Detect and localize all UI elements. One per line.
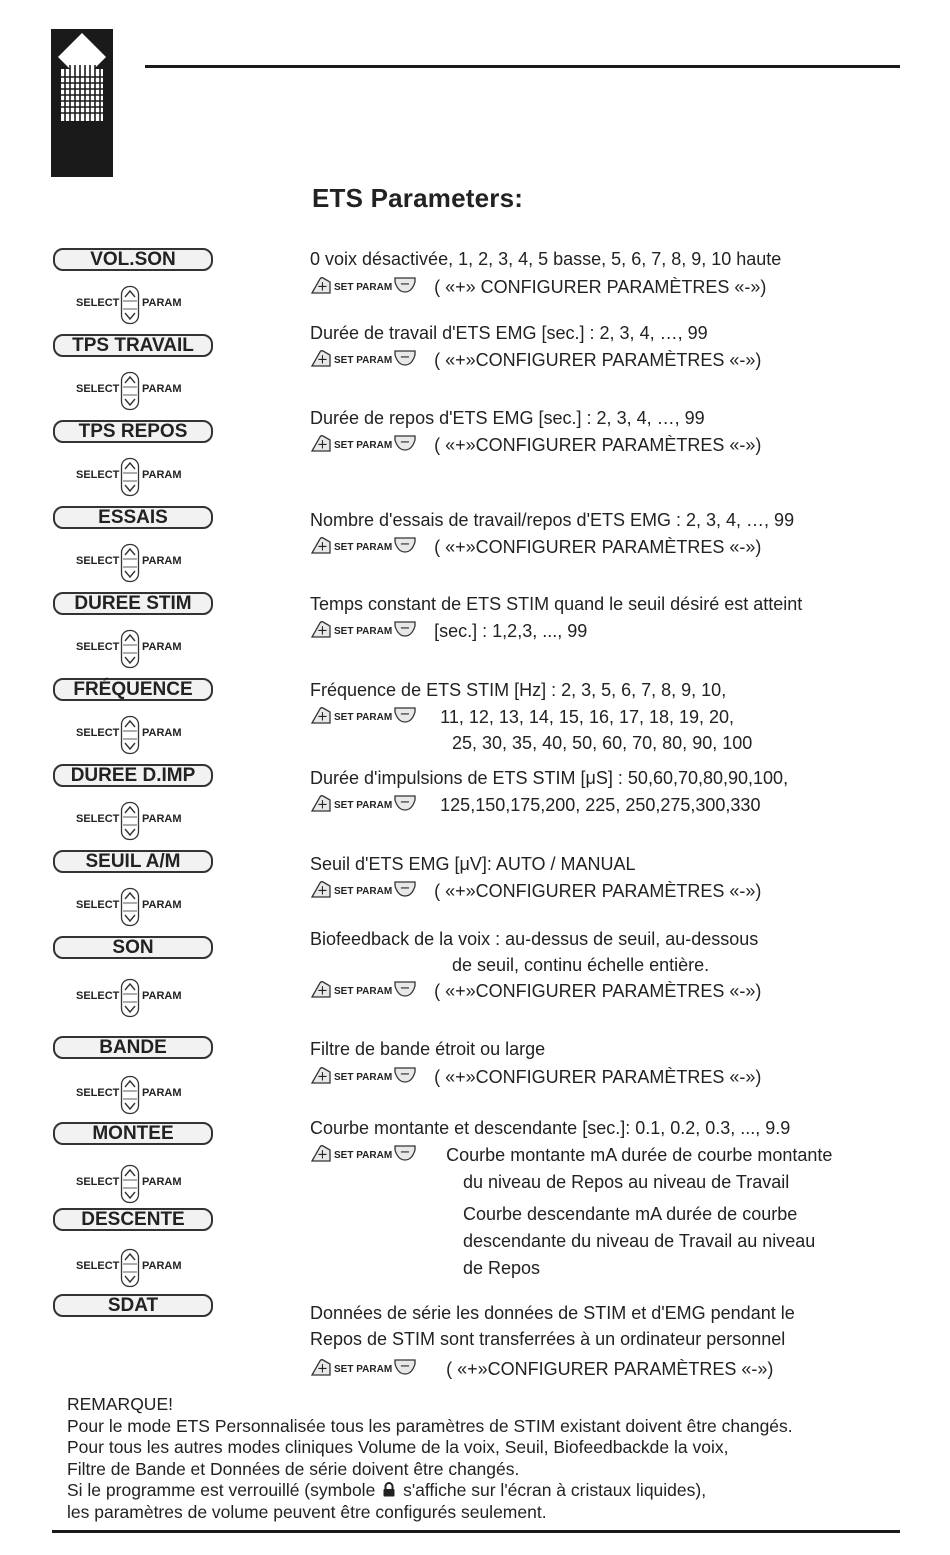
set-param-row: [310, 794, 760, 816]
set-param-row: [310, 980, 761, 1002]
svg-text:+: +: [317, 1069, 328, 1084]
set-param-row: [310, 880, 761, 902]
up-down-selector-icon[interactable]: [120, 543, 140, 588]
select-label: SELECT: [76, 899, 120, 911]
up-down-selector-icon[interactable]: [120, 715, 140, 760]
plus-button-icon[interactable]: [310, 620, 332, 643]
param-description-continued: descendante du niveau de Travail au niveau: [463, 1231, 816, 1251]
param-description-continued: du niveau de Repos au niveau de Travail: [463, 1172, 790, 1192]
svg-text:+: +: [317, 352, 328, 367]
select-label: SELECT: [76, 990, 120, 1002]
up-down-selector-icon[interactable]: [120, 978, 140, 1023]
plus-button-icon[interactable]: [310, 706, 332, 729]
svg-text:−: −: [399, 981, 411, 996]
select-label: SELECT: [76, 813, 120, 825]
plus-button-icon[interactable]: [310, 536, 332, 559]
remark-block: [67, 1394, 793, 1524]
param-label: PARAM: [142, 297, 182, 309]
param-sdat-label: SDAT: [53, 1294, 213, 1317]
minus-button-icon[interactable]: [394, 794, 416, 817]
set-param-label: SET PARAM: [334, 355, 393, 366]
minus-button-icon[interactable]: [394, 349, 416, 372]
param-description: Durée de repos d'ETS EMG [sec.] : 2, 3, 4, …, 99: [310, 408, 705, 428]
param-son-label: SON: [53, 936, 213, 959]
plus-button-icon[interactable]: [310, 980, 332, 1003]
plus-button-icon[interactable]: [310, 434, 332, 457]
select-param-control[interactable]: [76, 978, 196, 1016]
select-param-control[interactable]: [76, 629, 196, 667]
page-title: ETS Parameters:: [312, 183, 524, 213]
minus-button-icon[interactable]: [394, 706, 416, 729]
up-down-selector-icon[interactable]: [120, 629, 140, 674]
param-montee-label: MONTEE: [53, 1122, 213, 1145]
svg-text:−: −: [399, 537, 411, 552]
select-label: SELECT: [76, 727, 120, 739]
set-param-label: SET PARAM: [334, 1364, 393, 1375]
select-label: SELECT: [76, 1176, 120, 1188]
param-description: Temps constant de ETS STIM quand le seuil désiré est atteint: [310, 594, 803, 614]
minus-button-icon[interactable]: [394, 434, 416, 457]
set-param-row: [310, 1066, 761, 1088]
param-fr-quence-label: FRÉQUENCE: [53, 678, 213, 701]
param-seuil-a-m-label: SEUIL A/M: [53, 850, 213, 873]
minus-button-icon[interactable]: [394, 536, 416, 559]
set-param-text: Courbe montante mA durée de courbe montante: [446, 1145, 833, 1165]
plus-button-icon[interactable]: [310, 1144, 332, 1167]
set-param-label: SET PARAM: [334, 626, 393, 637]
up-down-selector-icon[interactable]: [120, 371, 140, 416]
select-label: SELECT: [76, 1260, 120, 1272]
set-param-label: SET PARAM: [334, 886, 393, 897]
svg-text:+: +: [317, 623, 328, 638]
param-description: Données de série les données de STIM et d'EMG pendant le: [310, 1303, 795, 1323]
svg-text:−: −: [399, 1067, 411, 1082]
set-param-row: [310, 1358, 773, 1380]
plus-button-icon[interactable]: [310, 349, 332, 372]
up-down-selector-icon[interactable]: [120, 1164, 140, 1209]
param-description-continued: de Repos: [463, 1258, 541, 1278]
set-param-row: [310, 276, 766, 298]
plus-button-icon[interactable]: [310, 276, 332, 299]
set-param-label: SET PARAM: [334, 282, 393, 293]
param-label: PARAM: [142, 555, 182, 567]
svg-text:−: −: [399, 1145, 411, 1160]
select-param-control[interactable]: [76, 887, 196, 925]
up-down-selector-icon[interactable]: [120, 457, 140, 502]
remark-line: Pour tous les autres modes cliniques Volume de la voix, Seuil, Biofeedbackde la voix,: [67, 1437, 729, 1457]
param-label: PARAM: [142, 469, 182, 481]
set-param-label: SET PARAM: [334, 712, 393, 723]
svg-text:+: +: [317, 797, 328, 812]
up-down-selector-icon[interactable]: [120, 1075, 140, 1120]
set-param-text: ( «+»CONFIGURER PARAMÈTRES «-»): [434, 881, 762, 901]
set-param-text: ( «+»CONFIGURER PARAMÈTRES «-»): [434, 350, 762, 370]
select-label: SELECT: [76, 297, 120, 309]
param-description: Durée d'impulsions de ETS STIM [μS] : 50,60,70,80,90,100,: [310, 768, 789, 788]
set-param-label: SET PARAM: [334, 542, 393, 553]
set-param-text: ( «+»CONFIGURER PARAMÈTRES «-»): [434, 981, 762, 1001]
param-description: Nombre d'essais de travail/repos d'ETS EMG : 2, 3, 4, …, 99: [310, 510, 795, 530]
remark-line: Pour le mode ETS Personnalisée tous les paramètres de STIM existant doivent être changés.: [67, 1415, 793, 1436]
svg-text:+: +: [317, 279, 328, 294]
select-label: SELECT: [76, 555, 120, 567]
plus-button-icon[interactable]: [310, 1358, 332, 1381]
select-label: SELECT: [76, 1087, 120, 1099]
param-description: Filtre de bande étroit ou large: [310, 1039, 546, 1059]
param-description: Repos de STIM sont transferrées à un ordinateur personnel: [310, 1329, 786, 1349]
param-description: Courbe montante et descendante [sec.]: 0.1, 0.2, 0.3, ..., 9.9: [310, 1118, 791, 1138]
set-param-label: SET PARAM: [334, 1150, 393, 1161]
set-param-row: [310, 620, 587, 642]
param-label: PARAM: [142, 727, 182, 739]
set-param-row: [310, 434, 761, 456]
remark-line: les paramètres de volume peuvent être configurés seulement.: [67, 1502, 547, 1523]
select-label: SELECT: [76, 641, 120, 653]
param-descente-label: DESCENTE: [53, 1208, 213, 1231]
param-vol-son-label: VOL.SON: [53, 248, 213, 271]
set-param-label: SET PARAM: [334, 986, 393, 997]
remark-line: Filtre de Bande et Données de série doivent être changés.: [67, 1458, 520, 1479]
svg-text:−: −: [399, 435, 411, 450]
up-down-selector-icon[interactable]: [120, 801, 140, 846]
svg-text:+: +: [317, 1361, 328, 1376]
svg-text:+: +: [317, 1147, 328, 1162]
select-label: SELECT: [76, 383, 120, 395]
set-param-text: ( «+» CONFIGURER PARAMÈTRES «-»): [434, 277, 767, 297]
svg-text:−: −: [399, 350, 411, 365]
set-param-row: [310, 706, 734, 728]
param-label: PARAM: [142, 1087, 182, 1099]
lock-icon: [382, 1481, 396, 1503]
set-param-text: 125,150,175,200, 225, 250,275,300,330: [440, 795, 761, 815]
select-param-control[interactable]: [76, 285, 196, 323]
minus-button-icon[interactable]: [394, 276, 416, 299]
param-essais-label: ESSAIS: [53, 506, 213, 529]
param-label: PARAM: [142, 383, 182, 395]
svg-text:+: +: [317, 983, 328, 998]
set-param-row: [310, 536, 761, 558]
svg-text:+: +: [317, 437, 328, 452]
up-down-selector-icon[interactable]: [120, 887, 140, 932]
param-bande-label: BANDE: [53, 1036, 213, 1059]
select-param-control[interactable]: [76, 1075, 196, 1113]
param-description: 0 voix désactivée, 1, 2, 3, 4, 5 basse, 5, 6, 7, 8, 9, 10 haute: [310, 249, 782, 269]
param-label: PARAM: [142, 1176, 182, 1188]
set-param-text: ( «+»CONFIGURER PARAMÈTRES «-»): [434, 1067, 762, 1087]
param-duree-stim-label: DUREE STIM: [53, 592, 213, 615]
param-description: Fréquence de ETS STIM [Hz] : 2, 3, 5, 6, 7, 8, 9, 10,: [310, 680, 727, 700]
plus-button-icon[interactable]: [310, 880, 332, 903]
minus-button-icon[interactable]: [394, 1358, 416, 1381]
up-down-selector-icon[interactable]: [120, 1248, 140, 1293]
plus-button-icon[interactable]: [310, 794, 332, 817]
svg-text:−: −: [399, 881, 411, 896]
svg-text:+: +: [317, 709, 328, 724]
param-description: Seuil d'ETS EMG [μV]: AUTO / MANUAL: [310, 854, 636, 874]
svg-text:−: −: [399, 277, 411, 292]
set-param-label: SET PARAM: [334, 800, 393, 811]
svg-text:−: −: [399, 621, 411, 636]
svg-text:−: −: [399, 795, 411, 810]
brand-logo: [51, 29, 113, 177]
select-param-control[interactable]: [76, 371, 196, 409]
bottom-rule: [52, 1530, 900, 1533]
minus-button-icon[interactable]: [394, 980, 416, 1003]
param-description: Biofeedback de la voix : au-dessus de seuil, au-dessous: [310, 929, 759, 949]
remark-title: REMARQUE!: [67, 1394, 173, 1414]
svg-text:−: −: [399, 707, 411, 722]
remark-lock-line: Si le programme est verrouillé (symbole s'affiche sur l'écran à cristaux liquides),: [67, 1480, 793, 1502]
minus-button-icon[interactable]: [394, 1144, 416, 1167]
select-param-control[interactable]: [76, 1164, 196, 1202]
minus-button-icon[interactable]: [394, 1066, 416, 1089]
param-label: PARAM: [142, 990, 182, 1002]
param-description: Durée de travail d'ETS EMG [sec.] : 2, 3, 4, …, 99: [310, 323, 708, 343]
select-label: SELECT: [76, 469, 120, 481]
param-label: PARAM: [142, 1260, 182, 1272]
set-param-row: [310, 1144, 832, 1166]
minus-button-icon[interactable]: [394, 880, 416, 903]
set-param-row: [310, 349, 761, 371]
plus-button-icon[interactable]: [310, 1066, 332, 1089]
param-label: PARAM: [142, 813, 182, 825]
param-label: PARAM: [142, 899, 182, 911]
select-param-control[interactable]: [76, 543, 196, 581]
set-param-label: SET PARAM: [334, 1072, 393, 1083]
select-param-control[interactable]: [76, 801, 196, 839]
set-param-text: ( «+»CONFIGURER PARAMÈTRES «-»): [434, 537, 762, 557]
param-tps-repos-label: TPS REPOS: [53, 420, 213, 443]
svg-text:−: −: [399, 1359, 411, 1374]
select-param-control[interactable]: [76, 1248, 196, 1286]
set-param-text: ( «+»CONFIGURER PARAMÈTRES «-»): [446, 1359, 774, 1379]
set-param-text: [sec.] : 1,2,3, ..., 99: [434, 621, 588, 641]
svg-text:+: +: [317, 539, 328, 554]
set-param-label: SET PARAM: [334, 440, 393, 451]
param-tps-travail-label: TPS TRAVAIL: [53, 334, 213, 357]
minus-button-icon[interactable]: [394, 620, 416, 643]
select-param-control[interactable]: [76, 715, 196, 753]
select-param-control[interactable]: [76, 457, 196, 495]
up-down-selector-icon[interactable]: [120, 285, 140, 330]
top-rule: [145, 65, 900, 68]
param-description-continued: Courbe descendante mA durée de courbe: [463, 1204, 798, 1224]
param-description: de seuil, continu échelle entière.: [452, 955, 710, 975]
set-param-text: 11, 12, 13, 14, 15, 16, 17, 18, 19, 20,: [440, 707, 735, 727]
param-duree-d-imp-label: DUREE D.IMP: [53, 764, 213, 787]
param-description-continued: 25, 30, 35, 40, 50, 60, 70, 80, 90, 100: [452, 733, 753, 753]
param-label: PARAM: [142, 641, 182, 653]
set-param-text: ( «+»CONFIGURER PARAMÈTRES «-»): [434, 435, 762, 455]
svg-text:+: +: [317, 883, 328, 898]
